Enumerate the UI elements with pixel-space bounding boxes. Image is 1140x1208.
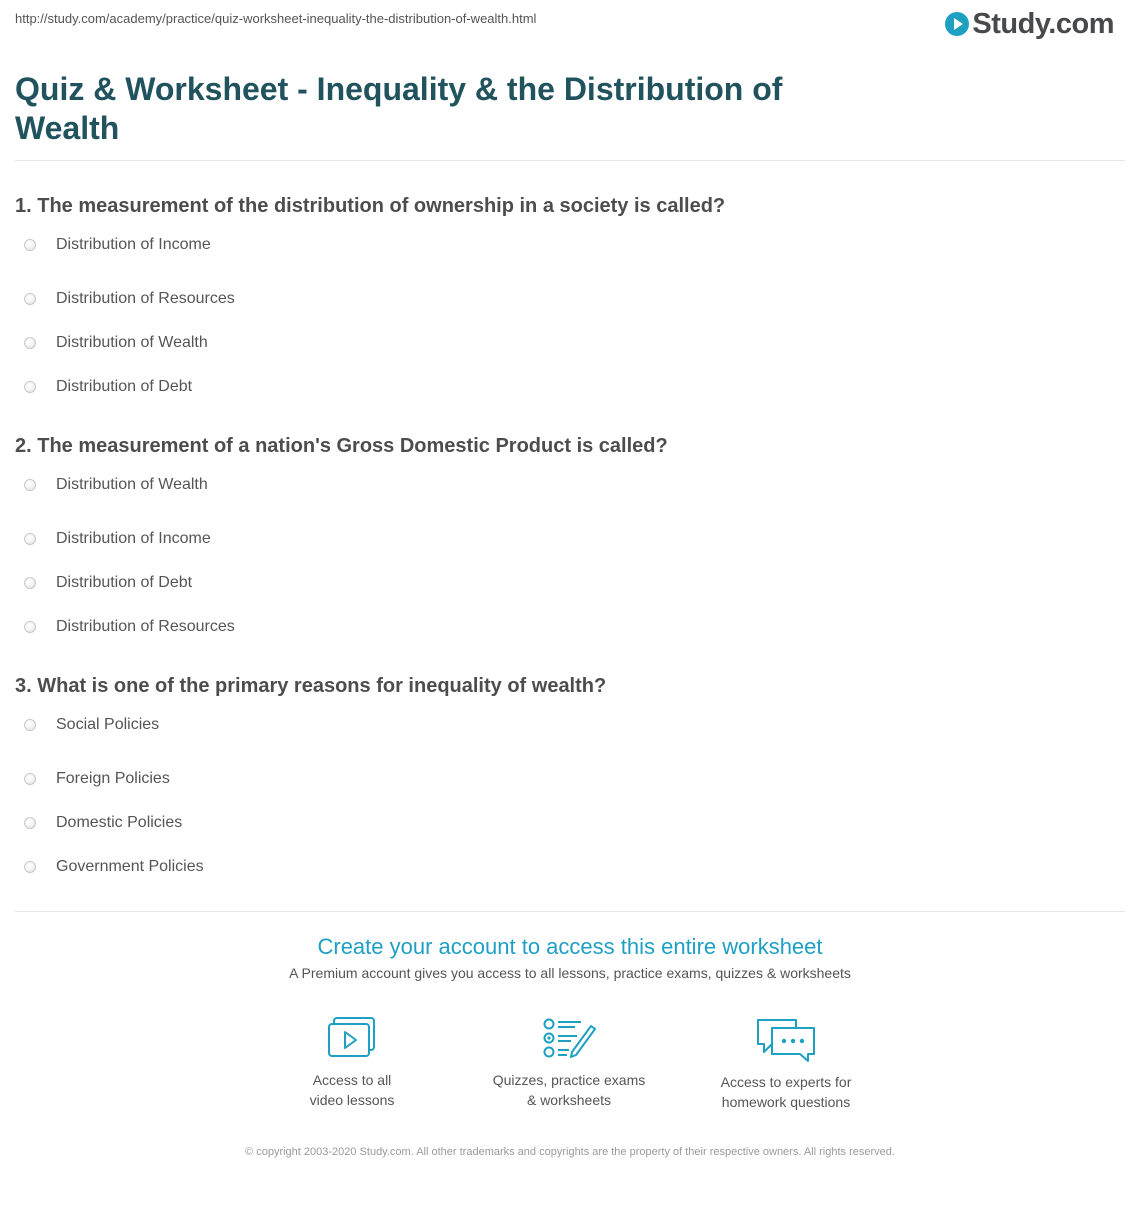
feature-label-line: Quizzes, practice exams bbox=[492, 1072, 646, 1088]
feature-label bbox=[676, 1072, 896, 1112]
answer-option[interactable] bbox=[15, 609, 1115, 653]
video-lessons-icon bbox=[326, 1016, 378, 1060]
feature-label-line: Access to all bbox=[312, 1072, 392, 1088]
radio-button[interactable] bbox=[24, 577, 36, 589]
answer-option[interactable] bbox=[15, 565, 1115, 609]
answer-label: Government Policies bbox=[56, 858, 204, 875]
feature-label-line: & worksheets bbox=[526, 1092, 612, 1108]
answer-list bbox=[15, 717, 1115, 893]
feature-label bbox=[242, 1070, 462, 1110]
radio-button[interactable] bbox=[24, 479, 36, 491]
answer-option[interactable] bbox=[15, 849, 1115, 893]
radio-button[interactable] bbox=[24, 719, 36, 731]
answer-label: Foreign Policies bbox=[56, 770, 170, 787]
feature-experts bbox=[676, 1016, 896, 1112]
radio-button[interactable] bbox=[24, 337, 36, 349]
answer-option[interactable] bbox=[15, 237, 1115, 261]
create-account-link[interactable]: Create your account to access this entire worksheet bbox=[317, 934, 823, 959]
answer-label: Distribution of Wealth bbox=[56, 476, 208, 493]
answer-label: Distribution of Resources bbox=[56, 618, 235, 635]
play-logo-icon bbox=[945, 12, 969, 36]
answer-option[interactable] bbox=[15, 369, 1115, 413]
copyright-footer: © copyright 2003-2020 Study.com. All other trademarks and copyrights are the property of their respective owners. All rights reserved. bbox=[245, 1146, 895, 1158]
page-title: Quiz & Worksheet - Inequality & the Distribution of Wealth bbox=[15, 71, 783, 146]
answer-label: Distribution of Income bbox=[56, 530, 211, 547]
feature-label-line: Access to experts for bbox=[720, 1074, 852, 1090]
answer-option[interactable] bbox=[15, 521, 1115, 565]
answer-option[interactable] bbox=[15, 477, 1115, 501]
question-text: 1. The measurement of the distribution of ownership in a society is called? bbox=[15, 195, 726, 217]
radio-button[interactable] bbox=[24, 773, 36, 785]
feature-video-lessons bbox=[242, 1016, 462, 1110]
answer-option[interactable] bbox=[15, 761, 1115, 805]
answer-list bbox=[15, 477, 1115, 653]
logo-text: Study.com bbox=[972, 7, 1114, 40]
radio-button[interactable] bbox=[24, 239, 36, 251]
answer-label: Distribution of Wealth bbox=[56, 334, 208, 351]
answer-label: Social Policies bbox=[56, 716, 160, 733]
radio-button[interactable] bbox=[24, 293, 36, 305]
radio-button[interactable] bbox=[24, 533, 36, 545]
answer-label: Domestic Policies bbox=[56, 814, 183, 831]
answer-label: Distribution of Debt bbox=[56, 574, 193, 591]
feature-quizzes bbox=[459, 1016, 679, 1110]
premium-description: A Premium account gives you access to all lessons, practice exams, quizzes & worksheets bbox=[289, 965, 851, 981]
answer-label: Distribution of Debt bbox=[56, 378, 193, 395]
page-url: http://study.com/academy/practice/quiz-worksheet-inequality-the-distribution-of-wealth.html bbox=[15, 11, 537, 26]
expert-chat-icon bbox=[754, 1016, 818, 1062]
answer-option[interactable] bbox=[15, 805, 1115, 849]
question-text: 2. The measurement of a nation's Gross Domestic Product is called? bbox=[15, 435, 668, 457]
radio-button[interactable] bbox=[24, 381, 36, 393]
answer-label: Distribution of Resources bbox=[56, 290, 235, 307]
answer-label: Distribution of Income bbox=[56, 236, 211, 253]
radio-button[interactable] bbox=[24, 817, 36, 829]
study-logo[interactable] bbox=[945, 6, 1114, 42]
question-1 bbox=[15, 194, 1115, 413]
answer-option[interactable] bbox=[15, 325, 1115, 369]
feature-label-line: video lessons bbox=[309, 1092, 395, 1108]
answer-option[interactable] bbox=[15, 717, 1115, 741]
question-text: 3. What is one of the primary reasons for inequality of wealth? bbox=[15, 675, 607, 697]
answer-option[interactable] bbox=[15, 281, 1115, 325]
question-3 bbox=[15, 674, 1115, 893]
divider bbox=[15, 160, 1125, 161]
feature-label bbox=[459, 1070, 679, 1110]
divider bbox=[15, 911, 1125, 912]
feature-label-line: homework questions bbox=[721, 1094, 851, 1110]
answer-list bbox=[15, 237, 1115, 413]
quiz-checklist-icon bbox=[541, 1016, 597, 1060]
question-2 bbox=[15, 434, 1115, 653]
radio-button[interactable] bbox=[24, 861, 36, 873]
radio-button[interactable] bbox=[24, 621, 36, 633]
